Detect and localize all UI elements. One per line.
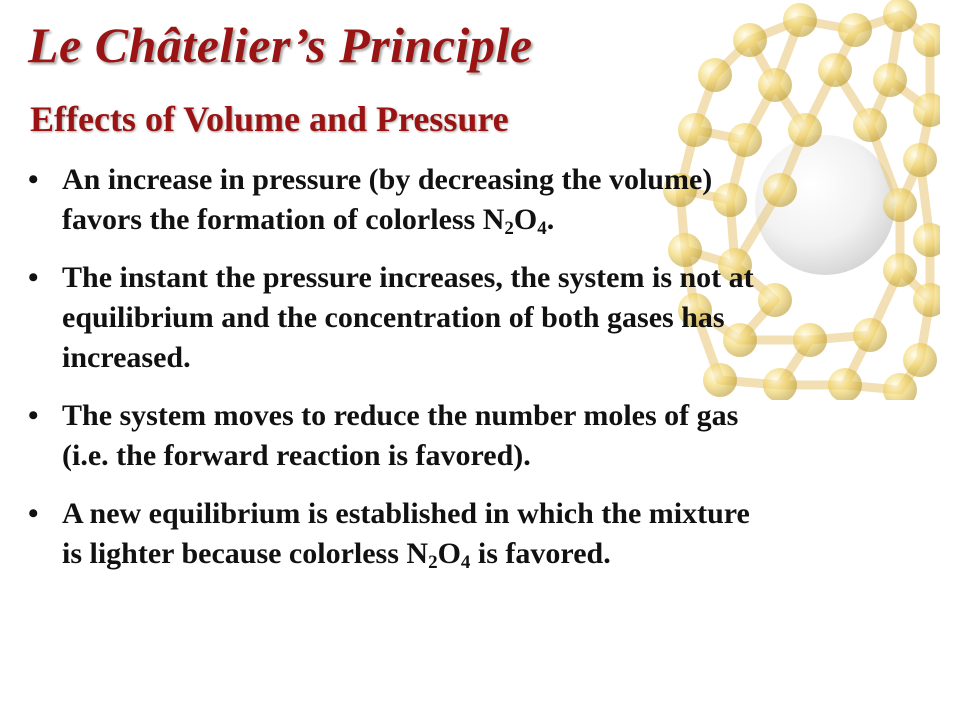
- bullet-marker: •: [28, 261, 39, 294]
- bullet-item: [28, 494, 928, 574]
- bullet-line: equilibrium and the concentration of both gases has: [62, 301, 725, 334]
- molecule-atom: [788, 113, 822, 147]
- bullet-line: (i.e. the forward reaction is favored).: [62, 439, 531, 472]
- bullet-marker: •: [28, 497, 39, 530]
- slide-subtitle: Effects of Volume and Pressure: [30, 99, 509, 139]
- bullet-line: The system moves to reduce the number moles of gas: [62, 399, 739, 432]
- bullet-item: [28, 396, 928, 476]
- molecule-atom: [758, 68, 792, 102]
- subscript: 2: [504, 218, 514, 239]
- molecule-atom: [818, 53, 852, 87]
- molecule-atom: [698, 58, 732, 92]
- bullet-list: [28, 160, 928, 592]
- bullet-item: [28, 160, 928, 240]
- molecule-atom: [853, 108, 887, 142]
- molecule-atom: [733, 23, 767, 57]
- bullet-item: [28, 258, 928, 378]
- slide-title: Le Châtelier’s Principle: [28, 17, 533, 73]
- molecule-atom: [838, 13, 872, 47]
- molecule-atom: [873, 63, 907, 97]
- bullet-line: A new equilibrium is established in which the mixture: [62, 497, 750, 530]
- subscript: 4: [460, 552, 471, 573]
- bullet-marker: •: [28, 399, 39, 432]
- bullet-line: An increase in pressure (by decreasing the volume): [62, 163, 713, 196]
- subscript: 4: [537, 218, 547, 239]
- subscript: 2: [428, 552, 438, 573]
- bullet-line: favors the formation of colorless $N_2O_4$.: [62, 203, 555, 239]
- molecule-atom: [678, 113, 712, 147]
- bullet-line: is lighter because colorless $N_2O_4$ is favored.: [62, 537, 611, 573]
- molecule-atom: [783, 3, 817, 37]
- bullet-line: The instant the pressure increases, the system is not at: [62, 261, 754, 294]
- molecule-atom: [728, 123, 762, 157]
- bullet-line: increased.: [62, 341, 191, 374]
- bullet-marker: •: [28, 163, 39, 196]
